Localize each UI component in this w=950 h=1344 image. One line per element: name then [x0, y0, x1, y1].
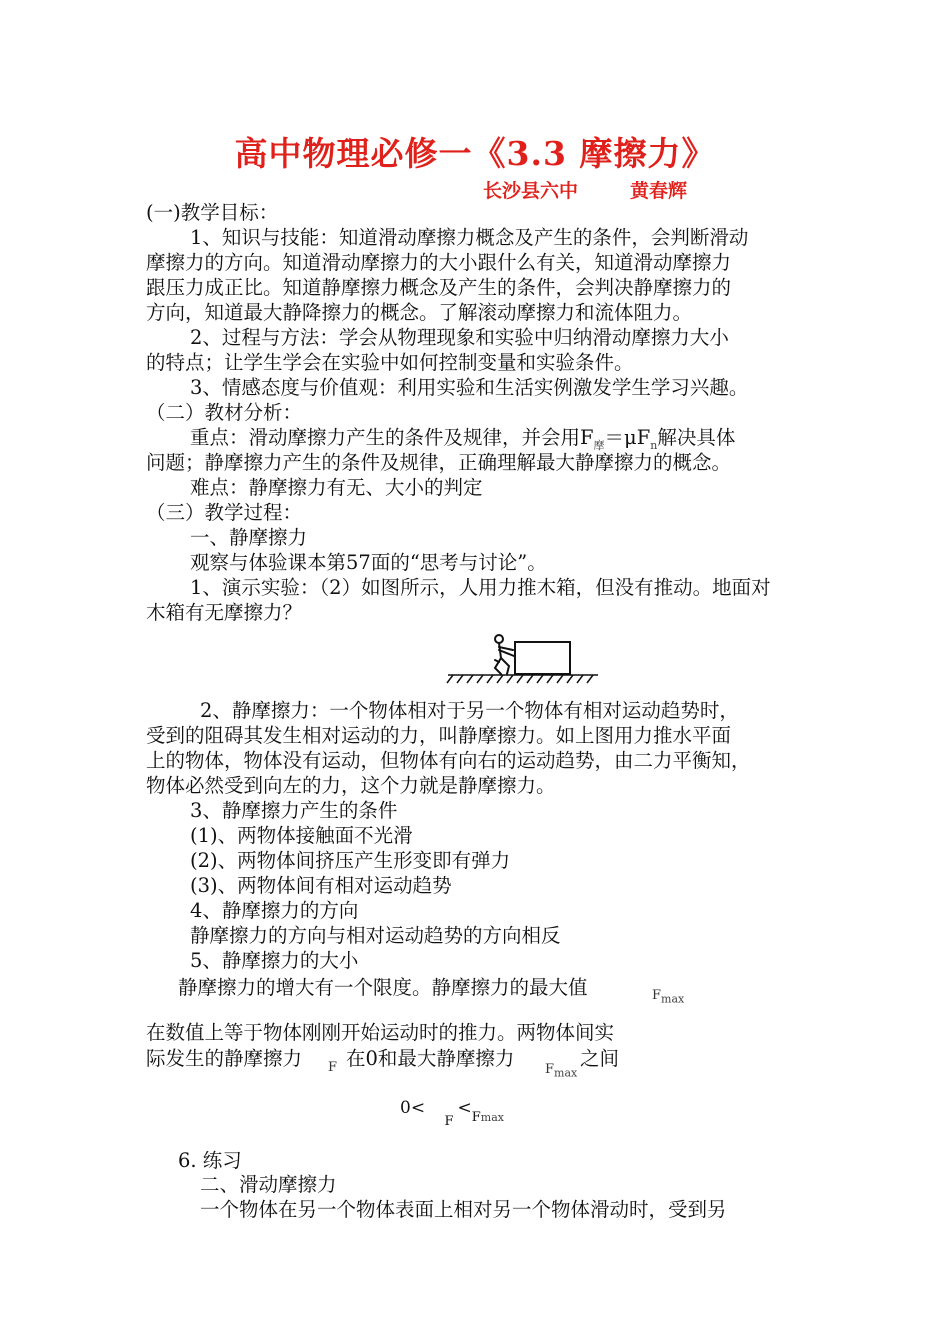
text-line: 1、知识与技能：知道滑动摩擦力概念及产生的条件，会判断滑动	[190, 226, 749, 249]
list-item: (3)、两物体间有相对运动趋势	[190, 874, 452, 897]
inequality-lt: <	[457, 1098, 472, 1118]
section-heading-analysis: （二）教材分析：	[146, 401, 303, 424]
text-line: 跟压力成正比。知道静摩擦力概念及产生的条件，会判决静摩擦力的	[146, 276, 732, 299]
text-line: 摩擦力的方向。知道滑动摩擦力的大小跟什么有关，知道滑动摩擦力	[146, 251, 732, 274]
formula-sub-max: max	[554, 1066, 578, 1080]
text-line: 受到的阻碍其发生相对运动的力，叫静摩擦力。如上图用力推水平面	[146, 724, 732, 747]
text-line: 3、情感态度与价值观：利用实验和生活实例激发学生学习兴趣。	[190, 376, 749, 399]
inequality-formula	[400, 1098, 504, 1129]
text-line: 4、静摩擦力的方向	[190, 899, 359, 922]
text-line: 5、静摩擦力的大小	[190, 949, 359, 972]
formula-eq: ＝μF	[604, 426, 651, 449]
text-line: 静摩擦力的方向与相对运动趋势的方向相反	[190, 924, 561, 947]
section-heading-process: （三）教学过程：	[146, 501, 303, 524]
author-line	[483, 176, 687, 203]
formula-sub-mo: 摩	[593, 438, 605, 452]
subsection-heading: 一、静摩擦力	[190, 526, 308, 549]
list-item: (2)、两物体间挤压产生形变即有弹力	[190, 849, 511, 872]
fmax-symbol	[652, 988, 684, 1006]
list-item: (1)、两物体接触面不光滑	[190, 824, 413, 847]
text-line: 方向，知道最大静降擦力的概念。了解滚动摩擦力和流体阻力。	[146, 301, 693, 324]
formula-sub-n: n	[650, 438, 658, 452]
text-line: 1、演示实验：（2）如图所示，人用力推木箱，但没有推动。地面对	[190, 576, 771, 599]
text-line: 在0和最大静摩擦力	[346, 1047, 515, 1070]
author-name: 黄春辉	[630, 180, 688, 202]
formula-f: F	[471, 1110, 481, 1125]
text-line: 在数值上等于物体刚刚开始运动时的推力。两物体间实	[146, 1021, 615, 1044]
box-shape	[515, 642, 570, 674]
formula-sub-max: max	[480, 1111, 504, 1125]
formula-f: F	[580, 426, 594, 449]
person-figure	[495, 635, 514, 674]
ground-surface	[447, 675, 598, 683]
text-line: 6. 练习	[178, 1149, 242, 1172]
text-line: 难点：静摩擦力有无、大小的判定	[190, 476, 483, 499]
text-line: 之间	[580, 1047, 620, 1070]
formula-f: F	[652, 988, 662, 1003]
formula-f: F	[444, 1114, 454, 1129]
text-line: 静摩擦力的增大有一个限度。静摩擦力的最大值	[178, 976, 588, 999]
formula-sub-max: max	[661, 992, 685, 1006]
f-symbol: F	[328, 1060, 338, 1075]
text-segment: 解决具体	[657, 426, 736, 449]
text-line: 一个物体在另一个物体表面上相对另一个物体滑动时，受到另	[200, 1198, 727, 1221]
formula-f: F	[545, 1062, 555, 1077]
text-line: 物体必然受到向左的力，这个力就是静摩擦力。	[146, 774, 556, 797]
text-line: 木箱有无摩擦力？	[146, 601, 303, 624]
fmax-symbol	[545, 1062, 577, 1080]
school-name: 长沙县六中	[483, 180, 579, 202]
text-line: 的特点；让学生学会在实验中如何控制变量和实验条件。	[146, 351, 634, 374]
page-title: 高中物理必修一《3.3 摩擦力》	[234, 134, 716, 173]
text-line: 3、静摩擦力产生的条件	[190, 799, 398, 822]
text-line: 际发生的静摩擦力	[146, 1047, 303, 1070]
subsection-heading: 二、滑动摩擦力	[200, 1173, 337, 1196]
section-heading-objectives: (一)教学目标：	[146, 201, 279, 224]
text-line: 上的物体，物体没有运动，但物体有向右的运动趋势，由二力平衡知，	[146, 749, 751, 772]
text-line: 2、过程与方法：学会从物理现象和实验中归纳滑动摩擦力大小	[190, 326, 729, 349]
text-line: 2、静摩擦力：一个物体相对于另一个物体有相对运动趋势时，	[200, 699, 739, 722]
text-line: 问题；静摩擦力产生的条件及规律，正确理解最大静摩擦力的概念。	[146, 451, 732, 474]
inequality-zero: 0<	[400, 1098, 426, 1118]
text-line: 观察与体验课本第57面的“思考与讨论”。	[190, 551, 547, 574]
text-segment: 重点：滑动摩擦力产生的条件及规律，并会用	[190, 426, 581, 449]
push-box-figure	[443, 632, 603, 688]
